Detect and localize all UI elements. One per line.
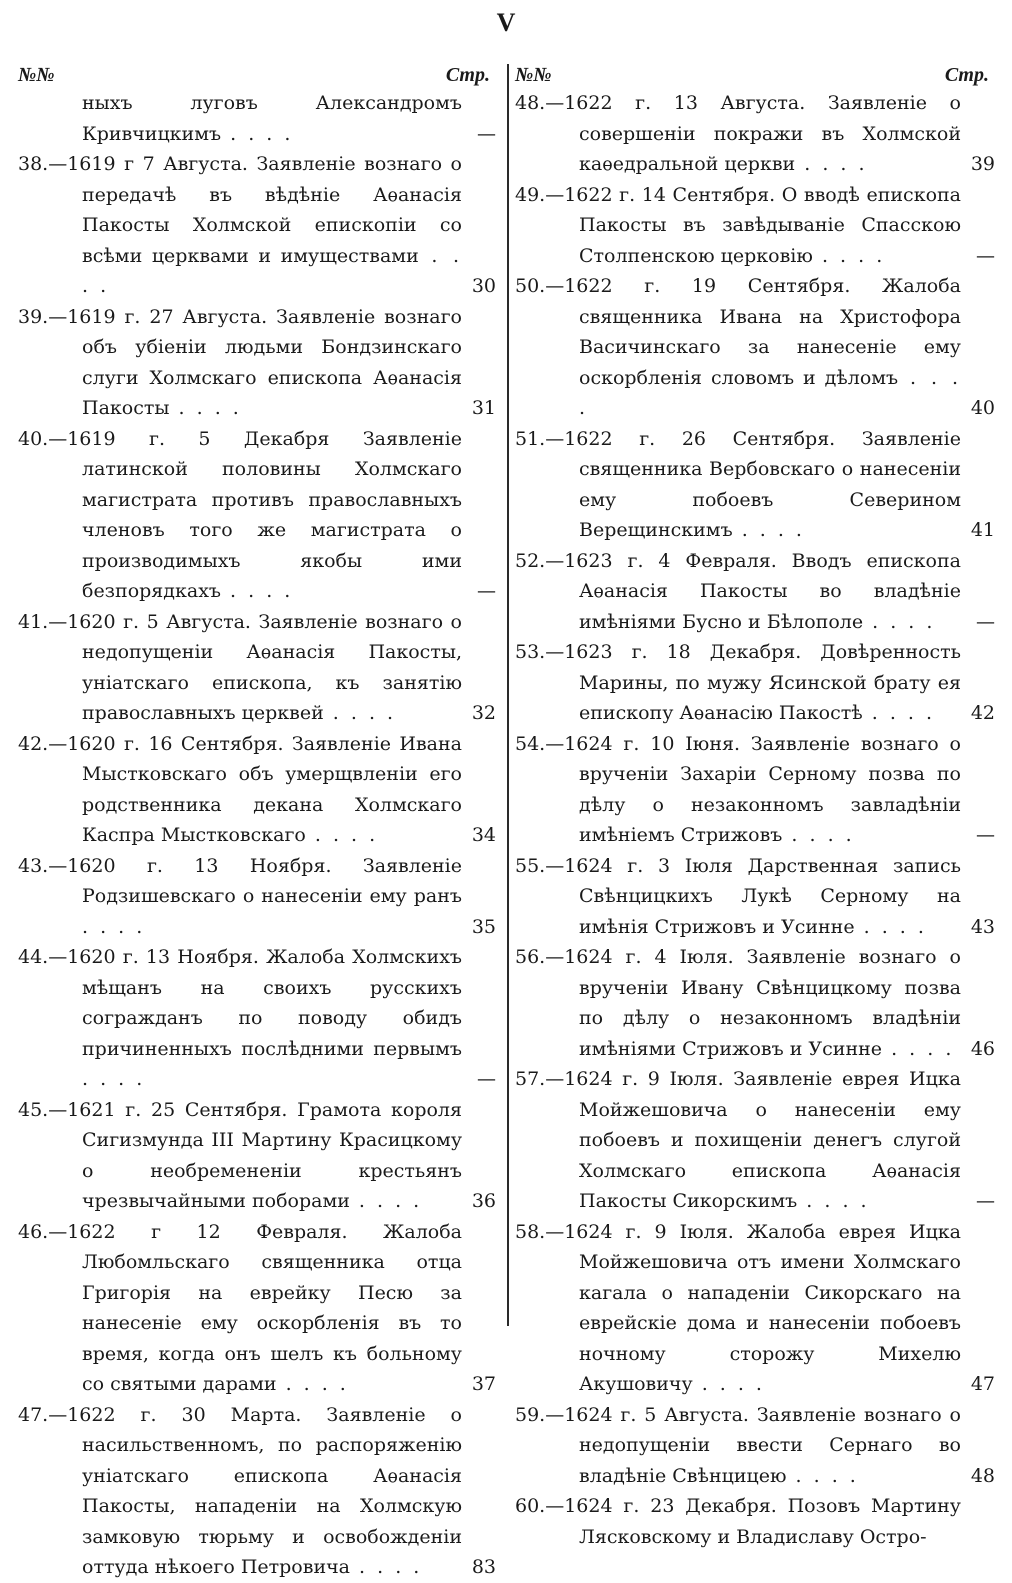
entry-number: 52. <box>515 549 546 572</box>
dot-leader: . . . . <box>221 580 294 602</box>
entry-body <box>18 88 462 149</box>
toc-entry <box>515 1217 995 1400</box>
entry-text: —1620 г. 13 Ноября. Жалоба Холмскихъ мѣщанъ на своихъ русскихъ согражданъ по поводу обидъ причиненныхъ послѣдними первымъ <box>48 946 462 1060</box>
toc-entry <box>515 851 995 943</box>
entry-page: — <box>976 610 995 633</box>
entry-number: 41. <box>18 610 49 633</box>
entry-body <box>515 180 961 272</box>
toc-entry <box>515 729 995 851</box>
toc-entry <box>515 271 995 424</box>
entry-number: 43. <box>18 854 49 877</box>
dot-leader: . . . . <box>797 1190 870 1212</box>
entry-body <box>515 88 961 180</box>
entry-number: 57. <box>515 1068 546 1090</box>
entry-body <box>18 302 462 424</box>
page-header: Стр. <box>944 64 989 86</box>
entry-text: —1620 г. 5 Августа. Заявленіе вознаго о недопущеніи Аѳанасія Пакосты, уніатскаго епископа, къ занятію православныхъ церквей <box>48 610 462 724</box>
toc-entry <box>515 942 995 1064</box>
entry-number: 38. <box>18 153 49 175</box>
entry-page: 39 <box>970 153 995 175</box>
entry-page: — <box>976 244 995 267</box>
entry-body <box>515 1064 961 1217</box>
dot-leader: . . . . <box>854 915 927 938</box>
entry-number: 51. <box>515 427 546 450</box>
entry-text: —1624 г. 23 Декабря. Позовъ Мартину Лясковскому и Владиславу Остро- <box>545 1495 961 1548</box>
toc-entry <box>515 424 995 546</box>
entry-page: 36 <box>471 1190 496 1212</box>
entry-body <box>18 1217 462 1400</box>
right-entry-list <box>515 88 995 1552</box>
dot-leader: . . . . <box>221 122 294 145</box>
entry-text: ныхъ луговъ Александромъ Кривчицкимъ <box>82 92 462 145</box>
entry-body <box>18 607 462 729</box>
entry-number: 60. <box>515 1495 546 1517</box>
entry-body <box>515 424 961 546</box>
toc-entry <box>18 1095 496 1217</box>
toc-entry <box>515 88 995 180</box>
toc-entry <box>18 729 496 851</box>
entry-page: 40 <box>970 397 995 419</box>
entry-number: 48. <box>515 92 546 114</box>
page-number: V <box>496 8 516 37</box>
dot-leader: . . . . <box>169 397 242 419</box>
toc-entry <box>18 942 496 1095</box>
left-column <box>18 62 496 1583</box>
entry-number: 42. <box>18 732 49 755</box>
entry-number: 45. <box>18 1098 49 1121</box>
entry-text: —1624 г. 9 Іюля. Заявленіе еврея Ицка Мойжешовича о нанесеніи ему побоевъ и похищеніи денегъ слугой Холмскаго епископа Аѳанасія Пакосты Сикорскимъ <box>545 1068 961 1212</box>
entry-number: 58. <box>515 1220 546 1243</box>
entry-body <box>18 942 462 1095</box>
entry-text: —1622 г. 30 Марта. Заявленіе о насильственномъ, по распоряженію уніатскаго епископа Аѳанасія Пакосты, нападеніи на Холмскую замковую тюрьму и освобожденіи оттуда нѣкоего Петровича <box>48 1403 462 1578</box>
dot-leader: . . . . <box>732 519 805 541</box>
entry-body <box>515 1491 961 1552</box>
entry-page: 43 <box>970 915 995 938</box>
entry-body <box>18 1095 462 1217</box>
toc-entry <box>515 1491 995 1552</box>
entry-body <box>18 851 462 943</box>
entry-body <box>515 546 961 638</box>
column-divider <box>507 64 509 1326</box>
entry-number: 44. <box>18 946 49 968</box>
dot-leader: . . . . <box>579 366 961 419</box>
entry-number: 46. <box>18 1220 49 1243</box>
toc-entry <box>515 546 995 638</box>
entry-text: —1624 г. 3 Іюля Дарственная запись Свѣнцицкихъ Лукѣ Серному на имѣнія Стрижовъ и Усинне <box>545 854 961 938</box>
entry-text: —1622 г. 13 Августа. Заявленіе о совершеніи покражи въ Холмской каѳедральной церкви <box>545 92 961 175</box>
dot-leader: . . . . <box>692 1373 765 1395</box>
entry-number: 39. <box>18 305 49 328</box>
entry-page: 48 <box>970 1464 995 1487</box>
right-column-header <box>515 62 995 88</box>
entry-text: —1619 г. 27 Августа. Заявленіе вознаго объ убіеніи людьми Бондзинскаго слуги Холмскаго епископа Аѳанасія Пакосты <box>48 305 462 419</box>
right-column <box>515 62 995 1552</box>
entry-page: 47 <box>970 1373 995 1395</box>
entry-text: —1619 г. 5 Декабря Заявленіе латинской половины Холмскаго магистрата противъ православныхъ членовъ того же магистрата о производимыхъ якобы ими безпорядкахъ <box>48 427 462 602</box>
entry-page: 31 <box>471 397 496 419</box>
entry-page: 32 <box>471 702 496 724</box>
entry-number: 53. <box>515 641 546 663</box>
dot-leader: . . . . <box>812 244 886 267</box>
entry-text: —1621 г. 25 Сентября. Грамота короля Сигизмунда III Мартину Красицкому о необремененіи крестьянъ чрезвычайными поборами <box>48 1098 462 1212</box>
left-column-header <box>18 62 496 88</box>
entry-page: — <box>477 122 496 145</box>
entry-page: — <box>477 1068 496 1090</box>
entry-body <box>515 1400 961 1492</box>
entry-text: —1624 г. 10 Іюня. Заявленіе вознаго о врученіи Захаріи Серному позва по дѣлу о незаконномъ завладѣніи имѣніемъ Стрижовъ <box>545 732 961 846</box>
dot-leader: . . . . <box>276 1373 349 1395</box>
dot-leader: . . . . <box>350 1556 423 1578</box>
entry-page: 41 <box>970 519 995 541</box>
entry-body <box>515 1217 961 1400</box>
toc-entry <box>515 180 995 272</box>
entry-page: 37 <box>471 1373 496 1395</box>
dot-leader: . . . . <box>349 1190 423 1212</box>
dot-leader: . . . . <box>305 824 379 846</box>
entry-body <box>515 851 961 943</box>
dot-leader: . . . . <box>786 1464 859 1487</box>
entry-page: 35 <box>471 915 496 938</box>
toc-entry <box>18 851 496 943</box>
dot-leader: . . . . <box>82 1068 146 1090</box>
toc-entry <box>18 1217 496 1400</box>
entry-number: 54. <box>515 732 546 755</box>
entry-text: —1624 г. 9 Іюля. Жалоба еврея Ицка Мойжешовича отъ имени Холмскаго кагала о нападеніи Сикорскаго на еврейскіе дома и нанесеніи побоевъ ночному сторожу Михелю Акушовичу <box>545 1220 961 1395</box>
entry-text: —1622 г. 19 Сентября. Жалоба священника Ивана на Христофора Васичинскаго за нанесеніе ему оскорбленія словомъ и дѣломъ <box>545 275 961 389</box>
dot-leader: . . . . <box>882 1037 955 1060</box>
toc-entry <box>515 1400 995 1492</box>
entry-page: 46 <box>970 1037 995 1060</box>
entry-text: —1622 г. 26 Сентября. Заявленіе священника Вербовскаго о нанесеніи ему побоевъ Северином Верещинскимъ <box>545 427 961 541</box>
entry-number: 55. <box>515 854 546 877</box>
toc-entry <box>18 149 496 302</box>
toc-entry <box>18 88 496 149</box>
number-header: №№ <box>515 64 552 86</box>
entry-page: — <box>976 1190 995 1212</box>
entry-number: 47. <box>18 1403 49 1426</box>
toc-entry <box>18 1400 496 1583</box>
toc-entry <box>18 607 496 729</box>
toc-entry <box>18 424 496 607</box>
entry-body <box>515 271 961 424</box>
left-entry-list <box>18 88 496 1583</box>
entry-number: 59. <box>515 1403 546 1426</box>
toc-entry <box>515 637 995 729</box>
dot-leader: . . . . <box>82 244 462 297</box>
entry-body <box>18 1400 462 1583</box>
entry-page: 83 <box>471 1556 496 1578</box>
entry-body <box>18 729 462 851</box>
entry-page: — <box>976 824 995 846</box>
entry-text: —1622 г 12 Февраля. Жалоба Любомльскаго священника отца Григорія на еврейку Песю за нанесеніе ему оскорбленія въ то время, когда онъ шелъ къ больному со святыми дарами <box>48 1220 462 1395</box>
dot-leader: . . . . <box>323 702 397 724</box>
entry-body <box>18 149 462 302</box>
entry-text: —1624 г. 5 Августа. Заявленіе вознаго о недопущеніи ввести Сернаго во владѣніе Свѣнцицею <box>545 1403 961 1487</box>
page-header: Стр. <box>445 64 490 86</box>
entry-text: —1619 г 7 Августа. Заявленіе вознаго о передачѣ въ вѣдѣніе Аѳанасія Пакосты Холмской епископіи со всѣми церквами и имуществами <box>48 153 462 267</box>
entry-text: —1623 г. 4 Февраля. Вводъ епископа Аѳанасія Пакосты во владѣніе имѣніями Бусно и Бѣлополе <box>545 549 961 633</box>
entry-text: —1622 г. 14 Сентября. О вводѣ епископа Пакосты въ завѣдываніе Спасскою Столпенскою церковію <box>545 183 961 267</box>
entry-body <box>18 424 462 607</box>
entry-number: 40. <box>18 427 49 450</box>
entry-text: —1623 г. 18 Декабря. Довѣренность Марины, по мужу Ясинской брату ея епископу Аѳанасію Пакостѣ <box>545 641 961 724</box>
dot-leader: . . . . <box>795 153 868 175</box>
entry-body <box>515 942 961 1064</box>
dot-leader: . . . . <box>862 702 936 724</box>
entry-number: 56. <box>515 946 546 968</box>
toc-entry <box>515 1064 995 1217</box>
entry-body <box>515 729 961 851</box>
entry-page: — <box>477 580 496 602</box>
entry-text: —1624 г. 4 Іюля. Заявленіе вознаго о врученіи Ивану Свѣнцицкому позва по дѣлу о незаконномъ владѣніи имѣніями Стрижовъ и Усинне <box>545 946 961 1060</box>
entry-body <box>515 637 961 729</box>
entry-page: 42 <box>970 702 995 724</box>
entry-number: 50. <box>515 275 546 297</box>
dot-leader: . . . . <box>82 915 146 938</box>
entry-number: 49. <box>515 183 546 206</box>
dot-leader: . . . . <box>863 610 936 633</box>
toc-entry <box>18 302 496 424</box>
entry-page: 30 <box>471 275 496 297</box>
dot-leader: . . . . <box>782 824 855 846</box>
entry-page: 34 <box>471 824 496 846</box>
entry-text: —1620 г. 13 Ноября. Заявленіе Родзишевскаго о нанесеніи ему ранъ <box>48 854 462 907</box>
number-header: №№ <box>18 64 55 86</box>
entry-text: —1620 г. 16 Сентября. Заявленіе Ивана Мыстковскаго объ умерщвленіи его родственника декана Холмскаго Каспра Мыстковскаго <box>48 732 462 846</box>
